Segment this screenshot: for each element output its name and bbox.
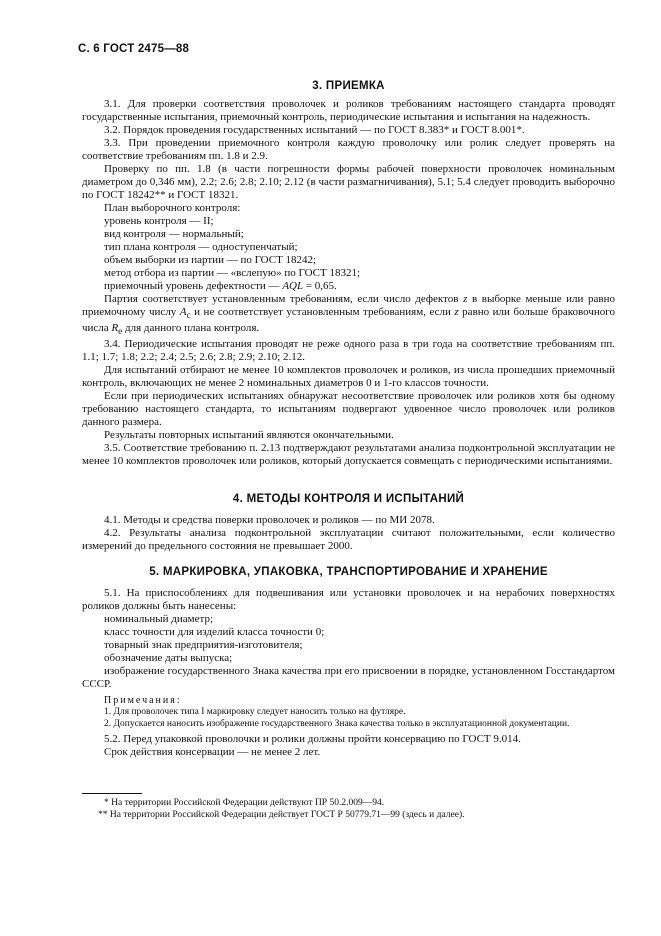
section-3-title: 3. ПРИЕМКА: [312, 80, 385, 92]
note-1: 1. Для проволочек типа I маркировку следует наносить только на футляре.: [104, 707, 406, 717]
footnote-1: * На территории Российской Федерации действуют ПР 50.2.009—94.: [104, 798, 385, 808]
note-2: 2. Допускается наносить изображение государственного Знака качества только в эксплуатационной документации.: [104, 718, 570, 729]
paragraph-5-1: 5.1. На приспособлениях для подвешивания или установки проволочек и на нерабочих поверхностях роликов должны быть нанесены:: [82, 587, 615, 612]
footnote-2: ** На территории Российской Федерации действует ГОСТ Р 50779.71—99 (здесь и далее).: [98, 810, 465, 820]
marking-item: класс точности для изделий класса точности 0;: [104, 626, 325, 638]
footnote-rule: [82, 793, 142, 794]
paragraph-party: Партия соответствует установленным требованиям, если число дефектов z в выборке меньше или равно приемочному числу $A_c$ и не соответствует установленным требованиям, если z равно или больше браковочного числа $R_e$ для данного плана контроля.: [82, 293, 616, 337]
section-5: [82, 566, 615, 578]
section-4-body: [82, 514, 615, 553]
paragraph-quality: изображение государственного Знака качества при его присвоении в порядке, установленном Госстандартом СССР.: [82, 665, 615, 690]
paragraph-4-1: 4.1. Методы и средства поверки проволочек и роликов — по МИ 2078.: [104, 514, 435, 526]
plan-line: метод отбора из партии — «вслепую» по ГОСТ 18321;: [104, 267, 361, 279]
plan-line: уровень контроля — II;: [104, 215, 214, 227]
paragraph-3-5: 3.5. Соответствие требованию п. 2.13 подтверждают результатами анализа подконтрольной эксплуатации не менее 10 комплектов проволочек или роликов, который допускается совмещать с периодическими испытаниями.: [82, 442, 615, 468]
paragraph-check: Проверку по пп. 1.8 (в части погрешности формы рабочей поверхности проволочек номинальным диаметром до 0,346 мм), 2.2; 2.6; 2.8; 2.10; 2.12 (в части размагничивания), 5.1; 5.4 следует проводить выборочно по ГОСТ 18242** и ГОСТ 18321.: [82, 163, 615, 201]
plan-line: вид контроля — нормальный;: [104, 228, 244, 240]
paragraph-3-2: 3.2. Порядок проведения государственных испытаний — по ГОСТ 8.383* и ГОСТ 8.001*.: [104, 124, 525, 136]
section-4-title: 4. МЕТОДЫ КОНТРОЛЯ И ИСПЫТАНИЙ: [232, 493, 465, 505]
paragraph-4-2: 4.2. Результаты анализа подконтрольной эксплуатации считают положительными, если количество измерений до предельного состояния не превышает 2000.: [82, 527, 615, 552]
section-5-body: [82, 587, 615, 759]
section-3: [82, 80, 615, 92]
plan-line: План выборочного контроля:: [104, 202, 241, 214]
plan-line: объем выборки из партии — по ГОСТ 18242;: [104, 254, 317, 266]
notes-title: Примечания:: [104, 695, 182, 706]
paragraph-final: Результаты повторных испытаний являются окончательными.: [104, 429, 394, 442]
aql-line: приемочный уровень дефектности — AQL = 0,65.: [104, 280, 337, 292]
paragraph-3-1: 3.1. Для проверки соответствия проволочек и роликов требованиям настоящего стандарта проводят государственные испытания, приемочный контроль, периодические испытания и испытания на надежность.: [82, 98, 615, 123]
section-5-title: 5. МАРКИРОВКА, УПАКОВКА, ТРАНСПОРТИРОВАНИЕ И ХРАНЕНИЕ: [149, 566, 548, 578]
plan-line: тип плана контроля — одноступенчатый;: [104, 241, 298, 253]
paragraph-3-3: 3.3. При проведении приемочного контроля каждую проволочку или ролик следует проверять на соответствие требованиям пп. 1.8 и 2.9.: [82, 137, 615, 162]
paragraph-term: Срок действия консервации — не менее 2 лет.: [104, 746, 321, 758]
paragraph-5-2: 5.2. Перед упаковкой проволочки и ролики должны пройти консервацию по ГОСТ 9.014.: [104, 733, 521, 745]
paragraph-tests: Для испытаний отбирают не менее 10 комплектов проволочек и роликов, из числа прошедших приемочный контроль, включающих не менее 2 номинальных диаметров 0 и 1-го классов точности.: [82, 364, 615, 390]
paragraph-3-4: 3.4. Периодические испытания проводят не реже одного раза в три года на соответствие требованиям пп. 1.1; 1.7; 1.8; 2.2; 2.4; 2.5; 2.6; 2.8; 2.9; 2.10; 2.12.: [82, 338, 615, 364]
marking-item: обозначение даты выпуска;: [104, 652, 233, 664]
section-4: [82, 493, 615, 505]
running-head: С. 6 ГОСТ 2475—88: [78, 43, 190, 55]
marking-item: товарный знак предприятия-изготовителя;: [104, 639, 303, 651]
paragraph-periodic: Если при периодических испытаниях обнаружат несоответствие проволочек или роликов хотя бы одному требованию настоящего стандарта, то испытаниям подвергают удвоенное число проволочек или роликов данного размера.: [82, 390, 615, 429]
marking-item: номинальный диаметр;: [104, 613, 214, 625]
section-3-body: [82, 98, 615, 468]
